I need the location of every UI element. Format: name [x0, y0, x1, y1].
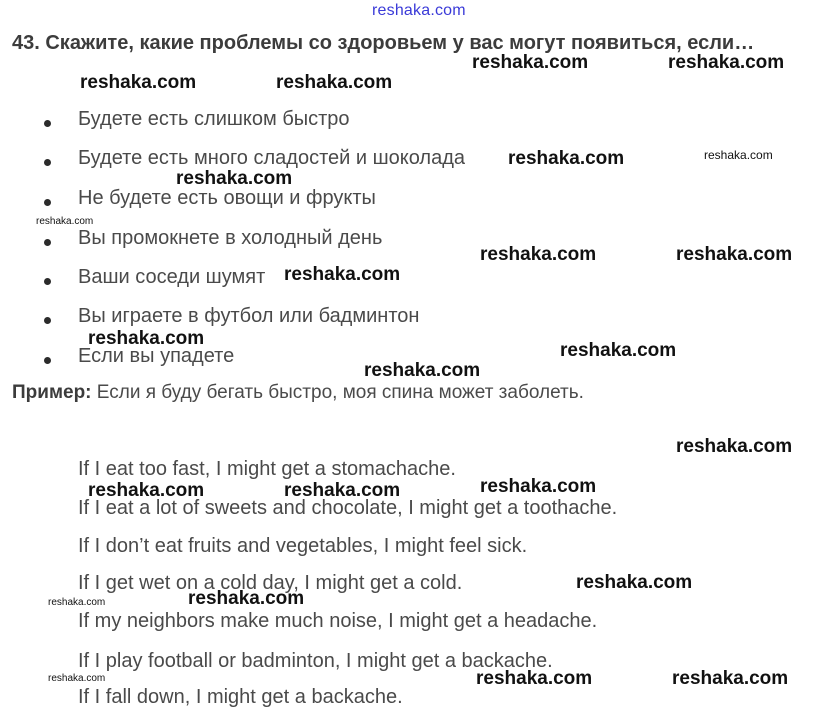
watermark: reshaka.com	[576, 572, 693, 593]
site-header[interactable]: reshaka.com	[372, 2, 466, 19]
watermark: reshaka.com	[176, 168, 293, 189]
bullet-dot-icon	[44, 317, 51, 324]
answer-line: If I get wet on a cold day, I might get a cold.	[78, 572, 463, 594]
watermark: reshaka.com	[188, 588, 305, 609]
watermark: reshaka.com	[48, 597, 106, 608]
watermark: reshaka.com	[704, 148, 773, 162]
answer-line: If I eat too fast, I might get a stomachache.	[78, 458, 456, 480]
watermark: reshaka.com	[284, 264, 401, 285]
bullet-dot-icon	[44, 239, 51, 246]
exercise-heading: 43. Скажите, какие проблемы со здоровьем у вас могут появиться, если…	[12, 32, 755, 54]
watermark: reshaka.com	[88, 480, 205, 501]
watermark: reshaka.com	[472, 52, 589, 73]
answer-line: If I don’t eat fruits and vegetables, I might feel sick.	[78, 535, 528, 557]
bullet-dot-icon	[44, 278, 51, 285]
watermark: reshaka.com	[48, 673, 106, 684]
watermark: reshaka.com	[508, 148, 625, 169]
watermark: reshaka.com	[672, 668, 789, 689]
bullet-dot-icon	[44, 357, 51, 364]
answer-line: If I eat a lot of sweets and chocolate, I might get a toothache.	[78, 497, 618, 519]
watermark: reshaka.com	[480, 244, 597, 265]
watermark: reshaka.com	[480, 476, 597, 497]
watermark: reshaka.com	[364, 360, 481, 381]
bullet-dot-icon	[44, 159, 51, 166]
answer-line: If I fall down, I might get a backache.	[78, 686, 403, 708]
bullet-dot-icon	[44, 199, 51, 206]
watermark: reshaka.com	[36, 216, 94, 227]
example-line	[12, 382, 584, 404]
example-label: Пример:	[12, 382, 92, 403]
watermark: reshaka.com	[80, 72, 197, 93]
watermark: reshaka.com	[276, 72, 393, 93]
watermark: reshaka.com	[676, 244, 793, 265]
watermark: reshaka.com	[668, 52, 785, 73]
watermark: reshaka.com	[676, 436, 793, 457]
watermark: reshaka.com	[476, 668, 593, 689]
bullet-list: Будете есть слишком быстро Будете есть много сладостей и шоколада Не будете есть овощи и фрукты Вы промокнете в холодный день Ваши соседи шумят Вы играете в футбол или бадминтон Если вы упадете	[0, 104, 840, 384]
watermark: reshaka.com	[284, 480, 401, 501]
bullet-dot-icon	[44, 120, 51, 127]
watermark: reshaka.com	[88, 328, 205, 349]
answer-line: If my neighbors make much noise, I might get a headache.	[78, 610, 598, 632]
example-text: Если я буду бегать быстро, моя спина может заболеть.	[91, 382, 584, 403]
answer-line: If I play football or badminton, I might get a backache.	[78, 650, 553, 672]
watermark: reshaka.com	[560, 340, 677, 361]
